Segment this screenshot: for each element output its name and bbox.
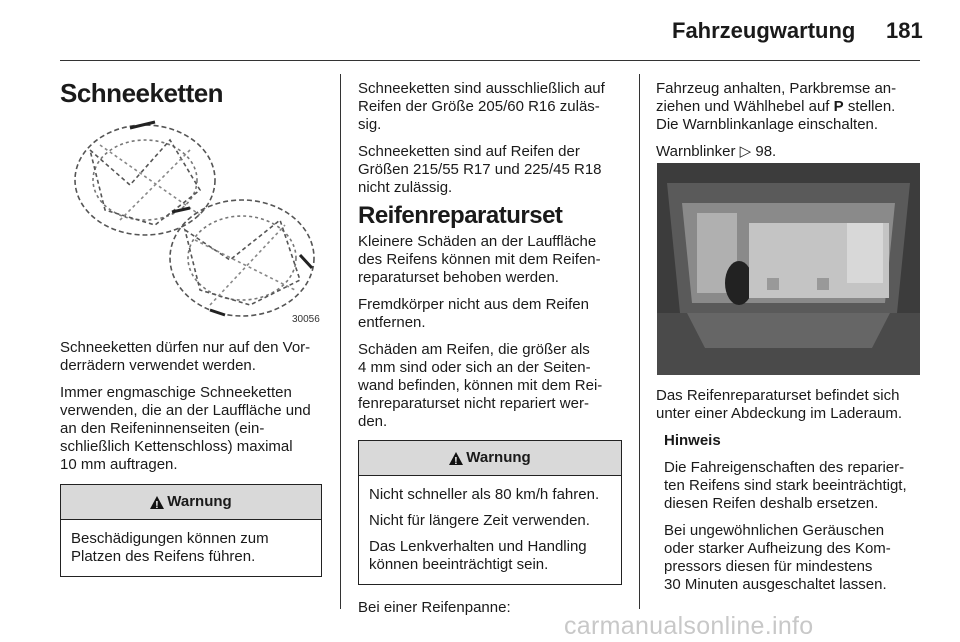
column-divider-2 [639, 74, 640, 609]
page-number: 181 [886, 18, 923, 43]
snow-chains-illustration [60, 110, 322, 328]
warning-body [359, 476, 621, 584]
header-rule [60, 60, 920, 61]
paragraph: Bei einer Reifenpanne: [358, 599, 511, 616]
warning-text: Beschädigungen können zum Platzen des Reifens führen. [71, 530, 269, 565]
figure-code: 30056 [292, 314, 320, 325]
warning-item: Das Lenkverhalten und Handling können beeinträchtigt sein. [369, 538, 587, 573]
luggage-compartment-photo [657, 163, 920, 375]
paragraph: Das Reifenreparaturset befindet sich unter einer Abdeckung im Laderaum. [656, 387, 902, 422]
paragraph: Schneeketten dürfen nur auf den Vor- derrädern verwendet werden. [60, 339, 311, 374]
warning-box [60, 484, 322, 577]
column-3-text [656, 80, 926, 170]
gear-position-p: P [833, 98, 844, 115]
warning-title: Warnung [167, 493, 232, 510]
warning-header [61, 485, 321, 520]
column-1-text [60, 339, 330, 577]
column-divider-1 [340, 74, 341, 609]
paragraph: Schneeketten sind auf Reifen der Größen 215/55 R17 und 225/45 R18 nicht zulässig. [358, 143, 602, 196]
paragraph: Kleinere Schäden an der Lauffläche des Reifens können mit dem Reifen- reparaturset behoben werden. [358, 233, 601, 286]
text-run: Fahrzeug anhalten, Parkbremse an- ziehen und Wählhebel auf [656, 80, 897, 115]
paragraph [656, 143, 926, 161]
watermark: carmanualsonline.info [564, 612, 814, 640]
column-2-text [358, 80, 628, 626]
column-3-lower-text [656, 387, 926, 603]
text-run: Warnblinker [656, 143, 740, 160]
header-title: Fahrzeugwartung [672, 18, 856, 43]
paragraph: Schneeketten sind ausschließlich auf Reifen der Größe 205/60 R16 zuläs- sig. [358, 80, 605, 133]
warning-triangle-icon [449, 452, 463, 465]
hint-paragraph: Die Fahreigenschaften des reparier- ten Reifens sind stark beeinträchtigt, diesen Reifen deshalb ersetzen. [664, 459, 907, 512]
warning-item: Nicht schneller als 80 km/h fahren. [369, 486, 600, 503]
paragraph: Immer engmaschige Schneeketten verwenden, die an der Lauffläche und an den Reifeninnenseiten (ein- schließlich Kettenschloss) maximal 10 mm auftragen. [60, 384, 311, 473]
paragraph: Schäden am Reifen, die größer als 4 mm sind oder sich an der Seiten- wand befinden, können mit dem Rei- fenreparaturset nicht repariert wer- den. [358, 341, 603, 430]
hint-paragraph: Bei ungewöhnlichen Geräuschen oder starker Aufheizung des Kom- pressors diesen für mindestens 30 Minuten ausgeschaltet lassen. [664, 522, 891, 593]
page-reference-arrow-icon: ▷ [739, 143, 752, 160]
warning-triangle-icon [150, 496, 164, 509]
text-run: Die Warnblinkanlage einschalten. [656, 116, 879, 133]
paragraph: Fremdkörper nicht aus dem Reifen entfernen. [358, 296, 589, 331]
warning-body [61, 520, 321, 576]
text-run: stellen. [843, 98, 896, 115]
section-heading-repair-kit: Reifenreparaturset [358, 202, 563, 229]
snow-chains-figure [60, 110, 322, 328]
warning-header [359, 441, 621, 476]
warning-box [358, 440, 622, 585]
paragraph [656, 80, 926, 134]
warning-title: Warnung [466, 449, 531, 466]
hint-block [656, 432, 926, 594]
section-heading-snow-chains: Schneeketten [60, 78, 224, 108]
repair-kit-illustration [657, 163, 920, 375]
warning-item: Nicht für längere Zeit verwenden. [369, 512, 590, 529]
hint-title: Hinweis [664, 432, 721, 449]
text-run: 98. [751, 143, 777, 160]
